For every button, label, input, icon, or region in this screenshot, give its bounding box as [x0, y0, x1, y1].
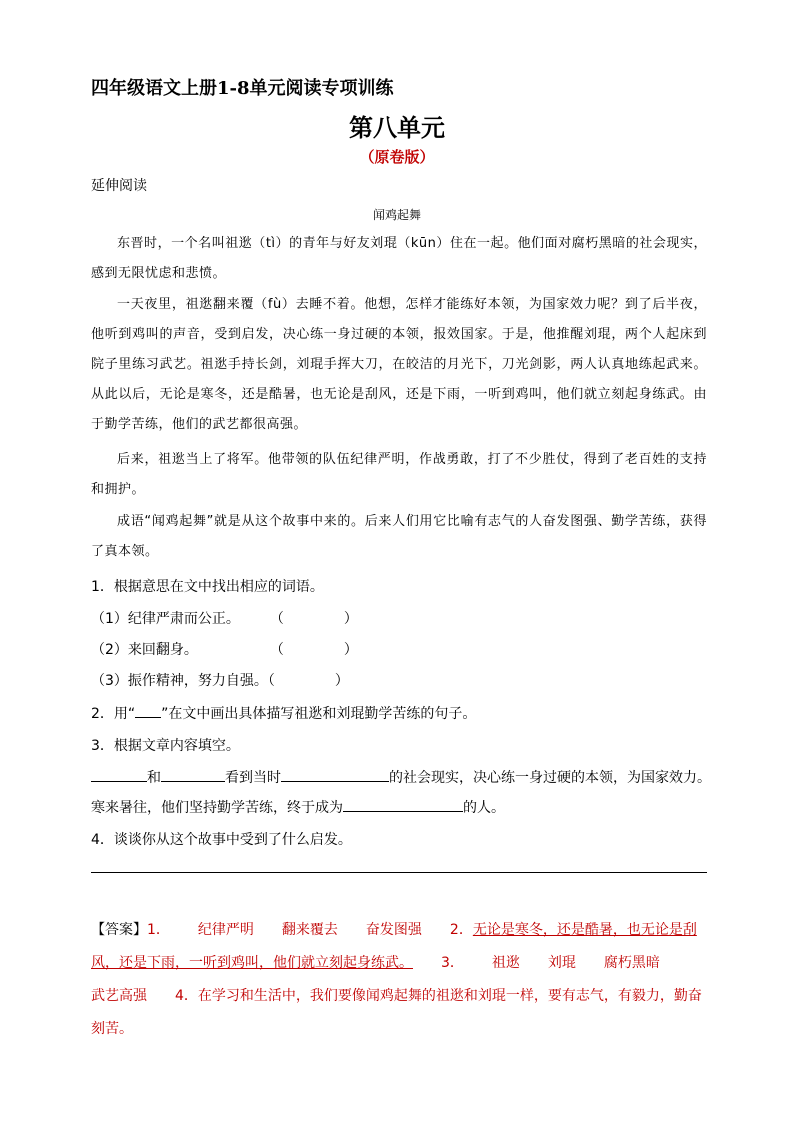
story-paragraph-2: 一天夜里，祖逖翻来覆（fù）去睡不着。他想，怎样才能练好本领，为国家效力呢？到了后半夜，他听到鸡叫的声音，受到启发，决心练一身过硬的本领，报效国家。于是，他推醒刘琨，两个人起床到院子里练习武艺。祖逖手持长剑，刘琨手挥大刀，在皎洁的月光下，刀光剑影，两人认真地练起武来。从此以后，无论是寒冬，还是酷暑，也无论是刮风，还是下雨，一听到鸡叫，他们就立刻起身练武。由于勤学苦练，他们的武艺都很高强。 — [91, 297, 707, 432]
answer-1-number: 1． — [147, 922, 170, 938]
answer-2-text: 无论是寒冬，还是酷暑，也无论是刮风，还是下雨，一听到鸡叫，他们就立刻起身练武。 — [91, 922, 697, 971]
fill-blank-3[interactable] — [281, 767, 389, 782]
question-1-item-1 — [91, 608, 358, 628]
question-4: 4．谈谈你从这个故事中受到了什么启发。 — [91, 832, 352, 848]
edition-subtitle: （原卷版） — [359, 148, 435, 166]
close-paren: ） — [334, 673, 349, 689]
fill-blank-4[interactable] — [343, 797, 463, 812]
answer-3-word-2: 刘琨 — [547, 955, 576, 971]
question-1-item-2-text: （2）来回翻身。 — [91, 642, 198, 658]
q3-line2: 寒来暑往，他们坚持勤学苦练，终于成为 — [91, 800, 343, 816]
answer-1-word-2: 翻来覆去 — [281, 922, 338, 938]
document-header: 四年级语文上册1-8单元阅读专项训练 — [91, 78, 394, 99]
open-paren: （ — [267, 673, 275, 689]
answer-4-text: 在学习和生活中，我们要像闻鸡起舞的祖逖和刘琨一样，要有志气，有毅力，勤奋刻苦。 — [91, 988, 702, 1037]
question-1: 1．根据意思在文中找出相应的词语。 — [91, 579, 324, 595]
question-2 — [91, 703, 476, 723]
question-1-item-3-text: （3）振作精神，努力自强。 — [91, 673, 268, 689]
answer-3-word-3: 腐朽黑暗 — [603, 955, 660, 971]
open-paren: （ — [269, 642, 284, 658]
question-3: 3．根据文章内容填空。 — [91, 738, 240, 754]
q3-and: 和 — [147, 770, 161, 786]
fill-blank-1[interactable] — [91, 767, 147, 782]
story-title: 闻鸡起舞 — [372, 208, 421, 222]
unit-title: 第八单元 — [349, 114, 445, 142]
question-2-suffix: ”在文中画出具体描写祖逖和刘琨勤学苦练的句子。 — [161, 706, 477, 722]
fill-blank-2[interactable] — [161, 767, 225, 782]
close-paren: ） — [343, 611, 358, 627]
q3-rest: 的社会现实，决心练一身过硬的本领，为国家效力。 — [389, 770, 711, 786]
story-paragraph-3: 后来，祖逖当上了将军。他带领的队伍纪律严明，作战勇敢，打了不少胜仗，得到了老百姓的支持和拥护。 — [91, 452, 707, 497]
section-label: 延伸阅读 — [91, 178, 147, 194]
question-2-prefix: 2．用“ — [91, 706, 136, 722]
question-3-line-2 — [91, 797, 505, 817]
answer-3-word-4: 武艺高强 — [91, 988, 147, 1004]
question-1-item-2 — [91, 639, 358, 659]
answer-4-number: 4． — [175, 988, 198, 1004]
answer-2-number: 2． — [449, 922, 473, 938]
story-paragraph-4: 成语“闻鸡起舞”就是从这个故事中来的。后来人们用它比喻有志气的人奋发图强、勤学苦练，获得了真本领。 — [91, 514, 707, 559]
answer-block — [91, 914, 711, 1046]
answer-1-word-1: 纪律严明 — [197, 922, 254, 938]
story-paragraph-1: 东晋时，一个名叫祖逖（tì）的青年与好友刘琨（kūn）住在一起。他们面对腐朽黑暗的社会现实，感到无限忧虑和悲愤。 — [91, 236, 707, 281]
answer-label: 【答案】 — [91, 922, 147, 938]
question-3-line-1 — [91, 767, 711, 787]
question-1-item-3 — [91, 670, 349, 690]
q3-see: 看到当时 — [225, 770, 281, 786]
answer-3-word-1: 祖逖 — [491, 955, 520, 971]
answer-writing-line[interactable] — [91, 872, 707, 873]
answer-3-number: 3． — [441, 955, 464, 971]
open-paren: （ — [269, 611, 284, 627]
underline-sample — [135, 703, 161, 718]
answer-1-word-3: 奋发图强 — [365, 922, 422, 938]
question-1-item-1-text: （1）纪律严肃而公正。 — [91, 611, 240, 627]
q3-end: 的人。 — [463, 800, 505, 816]
close-paren: ） — [343, 642, 358, 658]
